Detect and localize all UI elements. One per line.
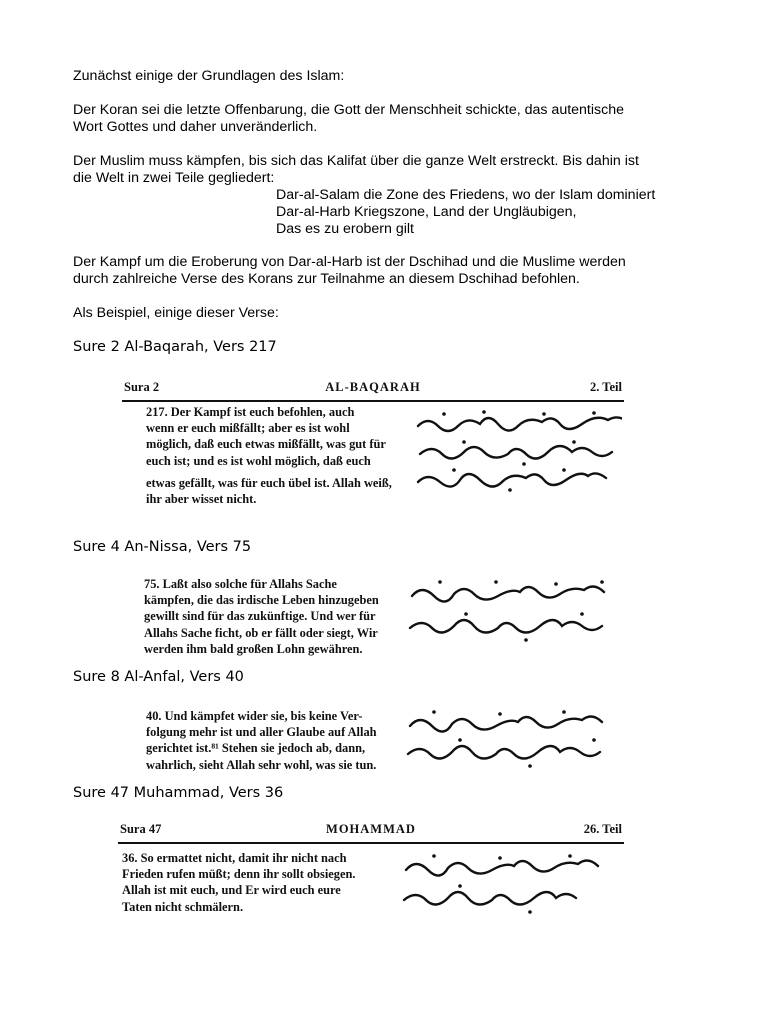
arabic-script-image [406, 574, 622, 652]
koran-line-1: Der Koran sei die letzte Offenbarung, die Gott der Menschheit schickte, das autentische [73, 102, 624, 118]
muslim-line-1: Der Muslim muss kämpfen, bis sich das Kalifat über die ganze Welt erstreckt. Bis dahin ist [73, 153, 639, 169]
header-title: MOHAMMAD [326, 822, 416, 836]
beispiel-line: Als Beispiel, einige dieser Verse: [73, 305, 279, 321]
muslim-line-2: die Welt in zwei Teile gegliedert: [73, 170, 275, 186]
kampf-line-2: durch zahlreiche Verse des Korans zur Teilnahme an diesem Dschihad befohlen. [73, 271, 580, 287]
german-verse-text: 75. Laßt also solche für Allahs Sache kämpfen, die das irdische Leben hinzugeben gewillt sind für das zukünftige. Und wer für Allahs Sache ficht, ob er fällt oder siegt, Wir werden ihm bald großen Lohn gewähren. [144, 577, 379, 656]
verse-caption-2: Sure 4 An-Nissa, Vers 75 [73, 539, 252, 555]
header-rule [122, 400, 624, 402]
header-part: 26. Teil [583, 822, 622, 836]
kampf-line-1: Der Kampf um die Eroberung von Dar-al-Harb ist der Dschihad und die Muslime werden [73, 254, 626, 270]
header-rule [118, 842, 624, 844]
koran-line-2: Wort Gottes und daher unveränderlich. [73, 119, 318, 135]
verse-scan-3 [122, 706, 624, 772]
page-header [118, 822, 624, 840]
german-verse-text: 217. Der Kampf ist euch befohlen, auch wenn er euch mißfällt; aber es ist wohl möglich, daß euch etwas mißfällt, was gut für euch ist; und es ist wohl möglich, daß euch etwas gefällt, was für euch übel ist. Allah weiß, ihr aber wisset nicht. [146, 405, 392, 507]
verse-scan-1 [122, 380, 624, 507]
header-sura: Sura 2 [124, 380, 160, 394]
header-title: AL-BAQARAH [325, 380, 421, 394]
verse-caption-3: Sure 8 Al-Anfal, Vers 40 [73, 669, 244, 685]
page-header [122, 380, 624, 398]
zone-line-3: Das es zu erobern gilt [276, 221, 415, 237]
german-verse-text: 40. Und kämpfet wider sie, bis keine Ver- folgung mehr ist und aller Glaube auf Allah gerichtet ist.⁸¹ Stehen sie jedoch ab, dann, wahrlich, sieht Allah sehr wohl, was sie tun. [146, 709, 377, 772]
zone-line-1: Dar-al-Salam die Zone des Friedens, wo der Islam dominiert [276, 187, 656, 203]
intro-line: Zunächst einige der Grundlagen des Islam: [73, 68, 345, 84]
german-verse-text: 36. So ermattet nicht, damit ihr nicht nach Frieden rufen müßt; denn ihr sollt obsiegen. Allah ist mit euch, und Er wird euch eure Taten nicht schmälern. [122, 851, 356, 914]
verse-scan-4 [118, 822, 624, 918]
arabic-script-image [404, 706, 622, 772]
verse-caption-1: Sure 2 Al-Baqarah, Vers 217 [73, 339, 277, 355]
verse-scan-2 [122, 574, 624, 654]
verse-caption-4: Sure 47 Muhammad, Vers 36 [73, 785, 284, 801]
arabic-script-image [414, 404, 622, 494]
zone-line-2: Dar-al-Harb Kriegszone, Land der Ungläubigen, [276, 204, 577, 220]
header-part: 2. Teil [590, 380, 622, 394]
arabic-script-image [400, 850, 622, 916]
header-sura: Sura 47 [120, 822, 162, 836]
